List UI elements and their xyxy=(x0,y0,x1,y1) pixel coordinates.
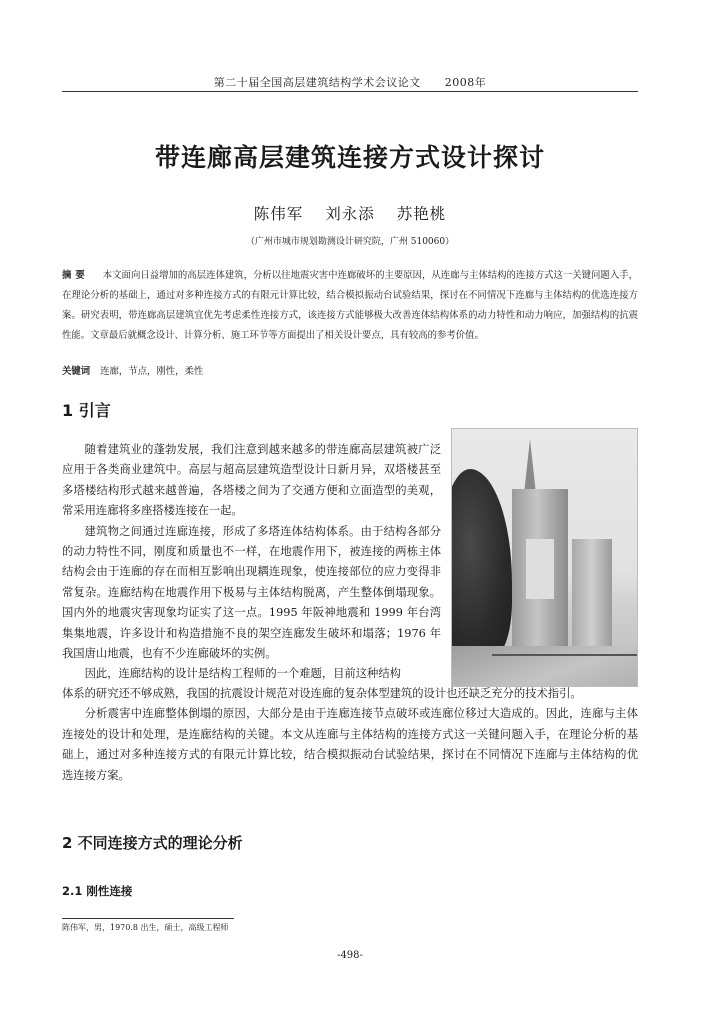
photo-road xyxy=(452,646,638,686)
header-rule xyxy=(62,91,638,92)
body-paragraph-continued: 体系的研究还不够成熟，我国的抗震设计规范对设连廊的复杂体型建筑的设计也还缺乏充分的技术指引。 xyxy=(62,687,582,700)
section-1-full-text xyxy=(62,684,638,786)
author-footnote: 陈伟军，男，1970.8 出生，硕士，高级工程师 xyxy=(62,923,229,932)
photo-railing xyxy=(492,654,638,656)
keywords-text: 连廊，节点，刚性，柔性 xyxy=(100,366,204,377)
paper-title: 带连廊高层建筑连接方式设计探讨 xyxy=(154,143,545,172)
section-2-heading: 2 不同连接方式的理论分析 xyxy=(62,834,243,852)
abstract-text: 本文面向日益增加的高层连体建筑，分析以往地震灾害中连廊破坏的主要原因，从连廊与主体结构的连接方式这一关键问题入手，在理论分析的基础上，通过对多种连接方式的有限元计算比较，结合模拟振动台试验结果，探讨在不同情况下连廊与主体结构的优选连接方案。研究表明，带连廊高层建筑宜优先考虑柔性连接方式，该连接方式能够极大改善连体结构体系的动力特性和动力响应，加强结构的抗震性能。文章最后就概念设计、计算分析、施工环节等方面提出了相关设计要点，具有较高的参考价值。 xyxy=(62,270,638,341)
conference-year: 2008年 xyxy=(444,76,487,89)
page-number: -498- xyxy=(337,950,363,961)
body-paragraph: 因此，连廊结构的设计是结构工程师的一个难题，目前这种结构 xyxy=(84,667,401,681)
subsection-2-1-heading: 2.1 刚性连接 xyxy=(62,884,133,898)
keywords-label: 关键词 xyxy=(62,366,91,377)
author-name: 刘永添 xyxy=(325,205,375,223)
abstract xyxy=(62,266,638,346)
body-paragraph: 建筑物之间通过连廊连接，形成了多塔连体结构体系。由于结构各部分的动力特性不同，刚度和质量也不一样，在地震作用下，被连接的两栋主体结构会由于连廊的存在而相互影响出现耦连现象，使连接部位的应力变得非常复杂。连廊结构在地震作用下极易与主体结构脱离，产生整体倒塌现象。国内外的地震灾害现象均证实了这一点。1995 年阪神地震和 1999 年台湾集集地震，许多设计和构造措施不良的架空连廊发生破坏和塌落；1976 年我国唐山地震，也有不少连廊破坏的实例。 xyxy=(62,524,441,661)
conference-name: 第二十届全国高层建筑结构学术会议论文 xyxy=(213,76,421,89)
abstract-label: 摘要 xyxy=(62,270,89,281)
affiliation: （广州市城市规划勘测设计研究院，广州 510060） xyxy=(245,237,455,247)
photo-tree xyxy=(451,469,512,659)
body-paragraph: 随着建筑业的蓬勃发展，我们注意到越来越多的带连廊高层建筑被广泛应用于各类商业建筑中。高层与超高层建筑造型设计日新月异，双塔楼甚至多塔楼结构形式越来越普遍，各塔楼之间为了交通方便和立面造型的美观，常采用连廊将多座搭楼连接在一起。 xyxy=(62,443,441,518)
photo-spire xyxy=(524,439,536,494)
running-header xyxy=(62,74,638,90)
footnote-rule xyxy=(62,918,234,919)
author-list xyxy=(62,202,638,224)
keywords xyxy=(62,364,638,380)
author-name: 陈伟军 xyxy=(253,205,304,223)
body-paragraph: 分析震害中连廊整体倒塌的原因，大部分是由于连廊连接节点破坏或连廊位移过大造成的。因此，连廊与主体连接处的设计和处理，是连廊结构的关键。本文从连廊与主体结构的连接方式这一关键问题入手，在理论分析的基础上，通过对多种连接方式的有限元计算比较，结合模拟振动台试验结果，探讨在不同情况下连廊与主体结构的优选连接方案。 xyxy=(62,707,638,782)
section-1-column-text xyxy=(62,440,441,685)
photo-side-tower xyxy=(572,539,612,649)
photo-main-tower xyxy=(512,489,568,649)
author-name: 苏艳桃 xyxy=(396,205,447,223)
section-1-heading: 1 引言 xyxy=(62,401,111,420)
building-photo xyxy=(451,428,638,687)
